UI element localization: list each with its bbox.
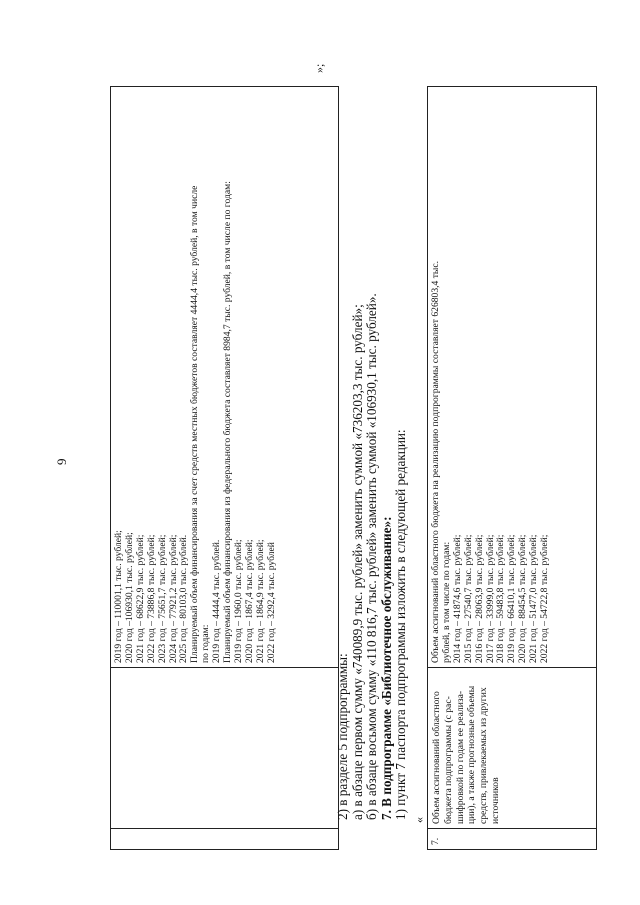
amendment-text bbox=[336, 120, 409, 820]
label-cell bbox=[111, 668, 339, 829]
value-line: 2015 год – 27540,7 тыс. рублей; bbox=[462, 534, 474, 663]
value-line: 2020 год – 88454,5 тыс. рублей; bbox=[517, 534, 529, 663]
value-line: 2014 год – 41874,6 тыс. рублей; bbox=[451, 534, 463, 663]
value-line: 2025 год – 80103,0 тыс. рублей. bbox=[178, 534, 190, 663]
value-line: 2019 год – 4444,4 тыс. рублей. bbox=[211, 539, 223, 663]
value-cell bbox=[428, 87, 597, 668]
paragraph: б) в абзаце восьмом сумму «110 816,7 тыс. рублей» заменить суммой «106930,1 тыс. рублей». bbox=[364, 293, 380, 820]
paragraph: 2) в разделе 5 подпрограммы: bbox=[335, 653, 350, 820]
value-line: Планируемый объем финансирования из федерального бюджета составляет 8984,7 тыс. рублей, в том числе по годам: bbox=[222, 181, 234, 663]
value-line: 2021 год – 51477,0 тыс. рублей; bbox=[528, 534, 540, 663]
value-line: 2020 год –106930,1 тыс. рублей; bbox=[123, 532, 135, 663]
value-line: 2024 год – 77921,2 тыс. рублей; bbox=[167, 534, 179, 663]
value-line: Объем ассигнований областного бюджета на реализацию подпрограммы составляет 626803,4 тыс. bbox=[430, 260, 441, 663]
paragraph: 1) пункт 7 паспорта подпрограммы изложить в следующей редакции: bbox=[393, 429, 409, 820]
section-heading: 7. В подпрограмме «Библиотечное обслуживание»: bbox=[378, 516, 394, 820]
label-line: бюджета подпрограммы (с рас- bbox=[442, 696, 454, 824]
previous-table-continuation bbox=[110, 86, 339, 850]
opening-quote: « bbox=[412, 817, 426, 823]
label-line: ции), а также прогнозные объемы bbox=[466, 685, 478, 824]
passport-table bbox=[427, 86, 597, 850]
value-line: 2022 год – 3292,4 тыс. рублей bbox=[265, 542, 277, 663]
label-line: Объем ассигнований областного bbox=[431, 691, 442, 824]
label-line: источников bbox=[489, 777, 501, 824]
value-line: 2020 год – 1867,4 тыс. рублей; bbox=[243, 539, 255, 663]
value-line: 2022 год – 73886,8 тыс. рублей; bbox=[145, 534, 157, 663]
label-line: средств, привлекаемых из других bbox=[478, 687, 490, 824]
value-line: 2017 год – 33999,0 тыс. рублей; bbox=[484, 534, 496, 663]
value-line: 2018 год – 59483,8 тыс. рублей; bbox=[495, 534, 507, 663]
row-number: 7. bbox=[430, 837, 441, 845]
value-line: 2023 год – 75651,7 тыс. рублей; bbox=[156, 534, 168, 663]
value-line: 2021 год – 68622,9 тыс. рублей; bbox=[134, 534, 146, 663]
value-line: 2021 год – 1864,9 тыс. рублей; bbox=[254, 539, 266, 663]
value-line: 2022 год – 54722,8 тыс. рублей; bbox=[539, 534, 551, 663]
value-line: рублей, в том числе по годам: bbox=[440, 541, 452, 663]
value-line: по годам: bbox=[200, 624, 212, 663]
paragraph: а) в абзаце первом сумму «740089,9 тыс. рублей» заменить суммой «736203,3 тыс. рублей»; bbox=[349, 304, 365, 820]
number-cell bbox=[111, 829, 339, 850]
label-cell bbox=[428, 668, 597, 829]
value-line: 2019 год – 1960,0 тыс. рублей; bbox=[232, 539, 244, 663]
number-cell bbox=[428, 829, 597, 850]
value-line: 2019 год – 110001,1 тыс. рублей; bbox=[113, 530, 124, 663]
label-line: шифровкой по годам ее реализа- bbox=[454, 690, 466, 824]
value-line: Планируемый объем финансирования за счет средств местных бюджетов составляет 4444,4 тыс. рублей, в том числе bbox=[189, 185, 201, 663]
closing-quote: »; bbox=[312, 63, 326, 73]
value-line: 2016 год – 28063,9 тыс. рублей; bbox=[473, 534, 485, 663]
value-cell bbox=[111, 87, 339, 668]
page-number: 9 bbox=[54, 458, 69, 465]
value-line: 2019 год – 66410,1 тыс. рублей; bbox=[506, 534, 518, 663]
